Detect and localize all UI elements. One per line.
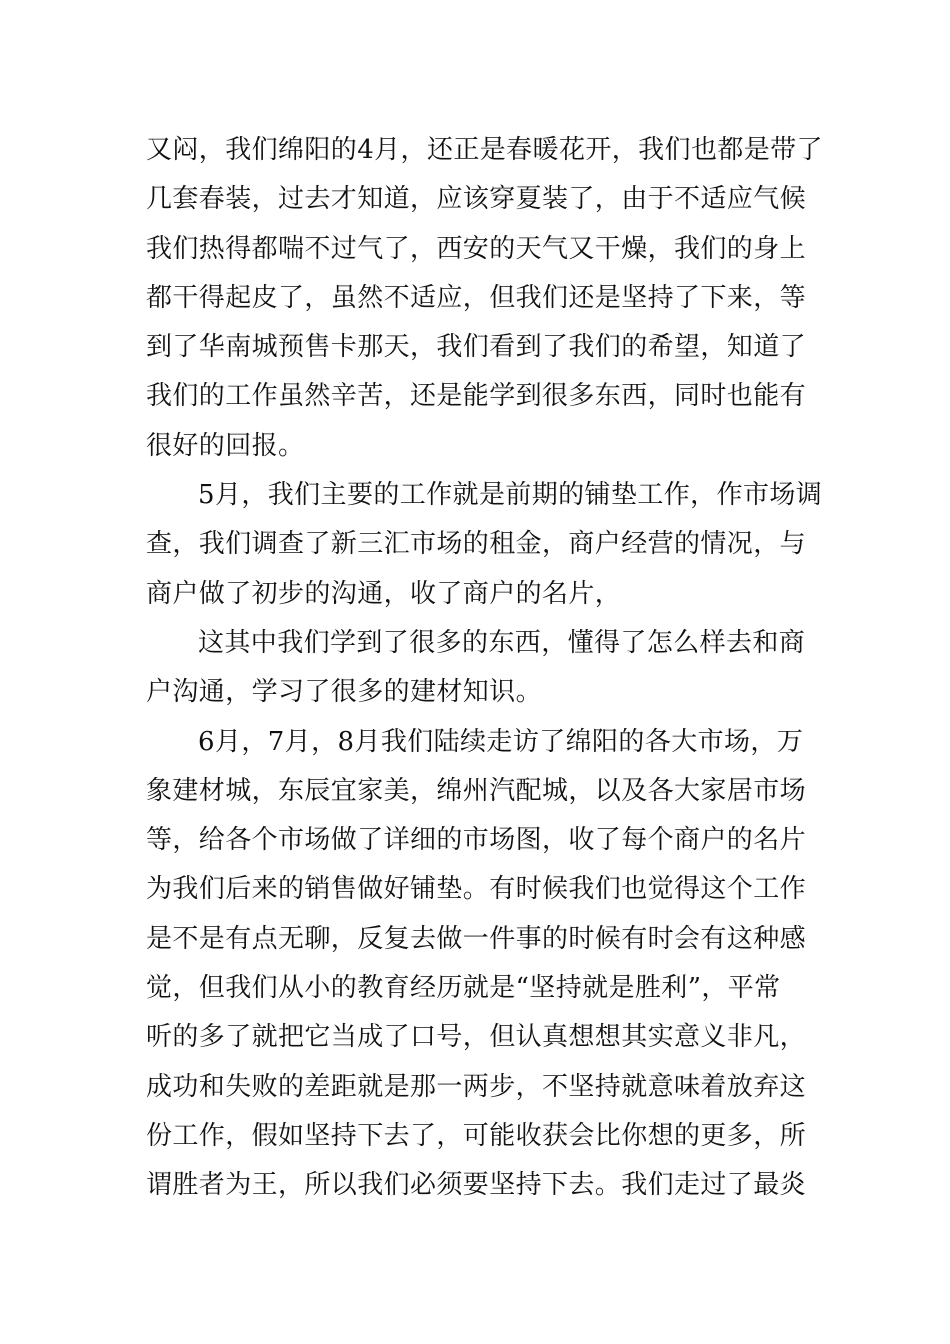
text-line: 5月，我们主要的工作就是前期的铺垫工作，作市场调: [198, 480, 823, 511]
text-line: 我们热得都喘不过气了，西安的天气又干燥，我们的身上: [146, 233, 807, 264]
paragraph: [146, 619, 826, 718]
paragraph: [146, 471, 826, 619]
text-line: 是不是有点无聊，反复去做一件事的时候有时会有这种感: [146, 923, 807, 954]
text-line: 觉，但我们从小的教育经历就是“坚持就是胜利”，平常: [146, 973, 781, 1004]
text-line: 又闷，我们绵阳的4月，还正是春暖花开，我们也都是带了: [146, 135, 823, 165]
text-line: 份工作，假如坚持下去了，可能收获会比你想的更多，所: [146, 1120, 807, 1151]
text-line: 象建材城，东辰宜家美，绵州汽配城，以及各大家居市场: [146, 775, 807, 806]
text-line: 为我们后来的销售做好铺垫。有时候我们也觉得这个工作: [146, 874, 807, 905]
text-line: 等，给各个市场做了详细的市场图，收了每个商户的名片: [146, 825, 807, 856]
text-line: 到了华南城预售卡那天，我们看到了我们的希望，知道了: [146, 332, 807, 363]
text-line: 成功和失败的差距就是那一两步，不坚持就意味着放弃这: [146, 1071, 807, 1102]
text-line: 都干得起皮了，虽然不适应，但我们还是坚持了下来，等: [146, 282, 807, 313]
text-line: 商户做了初步的沟通，收了商户的名片，: [146, 578, 622, 609]
text-line: 谓胜者为王，所以我们必须要坚持下去。我们走过了最炎: [146, 1170, 807, 1201]
paragraph: [146, 126, 826, 471]
text-line: 6月，7月，8月我们陆续走访了绵阳的各大市场，万: [198, 726, 804, 757]
text-line: 这其中我们学到了很多的东西，懂得了怎么样去和商: [198, 627, 806, 658]
paragraph: [146, 718, 826, 1211]
text-line: 查，我们调查了新三汇市场的租金，商户经营的情况，与: [146, 529, 807, 560]
text-line: 听的多了就把它当成了口号，但认真想想其实意义非凡，: [146, 1022, 807, 1053]
body-text: [146, 126, 826, 1211]
text-line: 很好的回报。: [146, 430, 305, 461]
text-line: 户沟通，学习了很多的建材知识。: [146, 677, 543, 708]
text-line: 我们的工作虽然辛苦，还是能学到很多东西，同时也能有: [146, 381, 807, 412]
text-line: 几套春装，过去才知道，应该穿夏装了，由于不适应气候: [146, 184, 807, 215]
